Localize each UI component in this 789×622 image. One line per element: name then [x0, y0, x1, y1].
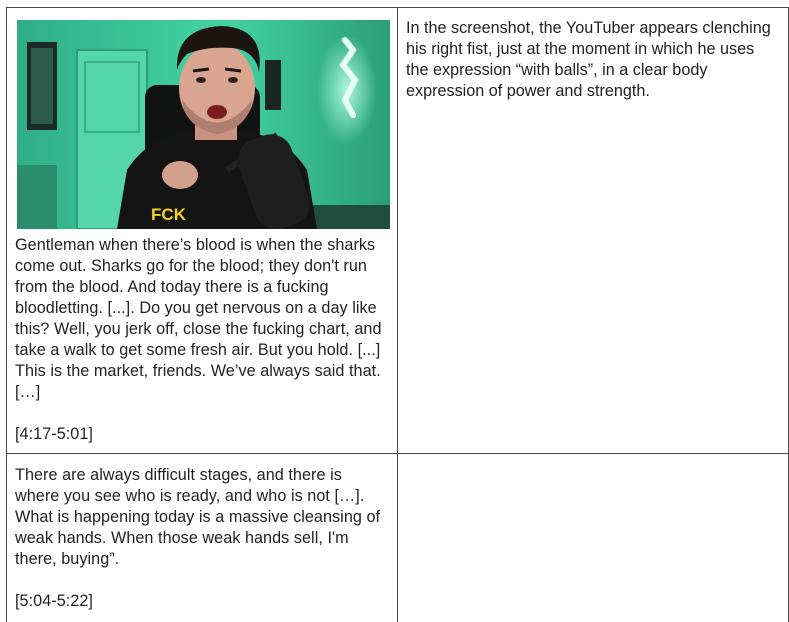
table-row [7, 454, 789, 622]
quote-cell [7, 8, 398, 454]
quote-text: Gentleman when there’s blood is when the sharks come out. Sharks go for the blood; they don't run from the blood. And today there is a fucking bloodletting. [...]. Do you get nervous on a day like this? Well, you jerk off, close the fucking chart, and take a walk to get some fresh air. But you hold. [...] This is the market, friends. We’ve always said that. […] [15, 235, 390, 403]
commentary-text: In the screenshot, the YouTuber appears clenching his right fist, just at the moment in which he uses the expression “with balls”, in a clear body expression of power and strength. [406, 18, 780, 102]
commentary-cell [398, 8, 789, 454]
quote-text: There are always difficult stages, and there is where you see who is ready, and who is not […]. What is happening today is a massive cleansing of weak hands. When those weak hands sell, I'm there, buying”. [15, 465, 390, 570]
table-row [7, 8, 789, 454]
shirt-text: FCK [151, 205, 187, 224]
timestamp: [5:04-5:22] [15, 591, 390, 612]
timestamp: [4:17-5:01] [15, 424, 390, 445]
quote-cell [7, 454, 398, 622]
transcript-table [6, 7, 789, 622]
video-thumbnail-image [17, 20, 390, 229]
commentary-cell [398, 454, 789, 622]
